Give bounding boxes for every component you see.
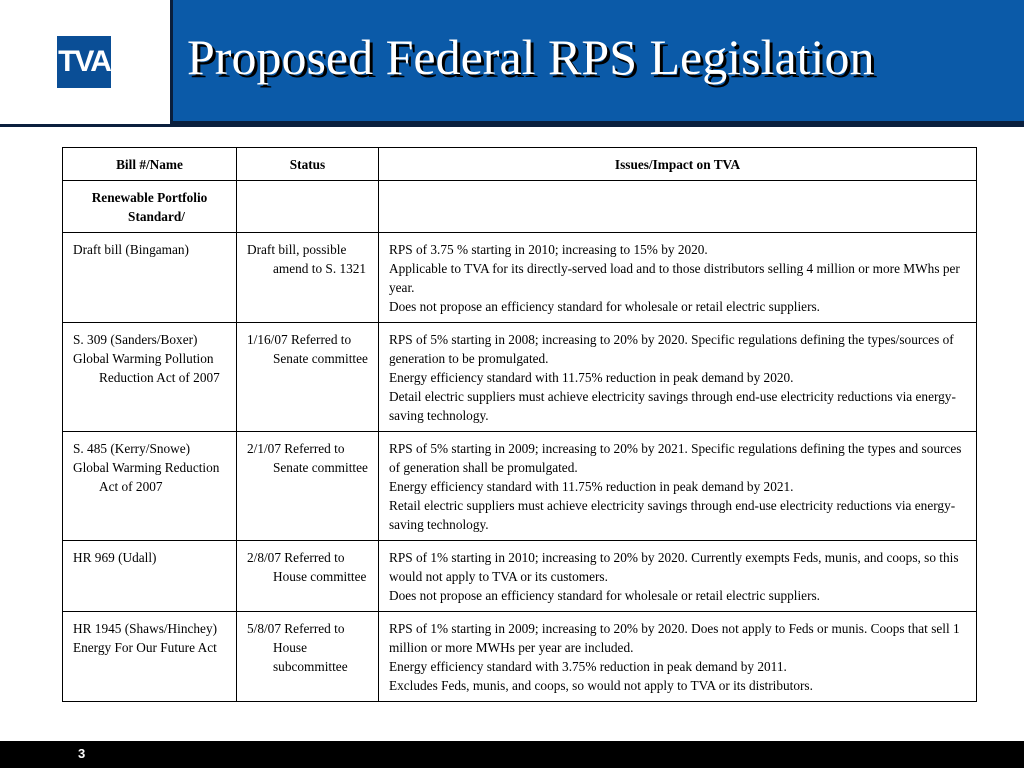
bill-cell — [63, 612, 237, 702]
issues-cell — [379, 541, 977, 612]
bill-line: Global Warming Reduction Act of 2007 — [73, 460, 220, 494]
status-cell — [237, 323, 379, 432]
bill-line: S. 485 (Kerry/Snowe) — [73, 441, 191, 456]
column-header-status: Status — [237, 148, 379, 181]
status-cell — [237, 612, 379, 702]
status-cell — [237, 233, 379, 323]
issues-cell — [379, 233, 977, 323]
issues-cell — [379, 323, 977, 432]
section-empty-cell — [379, 181, 977, 233]
status-line: 5/8/07 Referred to House subcommittee — [247, 621, 348, 674]
header-divider — [0, 124, 1024, 127]
logo-area — [0, 0, 170, 125]
issue-line: Does not propose an efficiency standard for wholesale or retail electric suppliers. — [389, 299, 821, 314]
page-number: 3 — [78, 746, 86, 761]
table-row — [63, 612, 977, 702]
issue-line: RPS of 1% starting in 2009; increasing to 20% by 2020. Does not apply to Feds or munis. Coops that sell 1 million or more MWHs per year are included. — [389, 621, 960, 655]
section-row — [63, 181, 977, 233]
table-header-row — [63, 148, 977, 181]
column-header-bill: Bill #/Name — [63, 148, 237, 181]
issues-cell — [379, 612, 977, 702]
issue-line: RPS of 5% starting in 2008; increasing to 20% by 2020. Specific regulations defining the types/sources of generation to be promulgated. — [389, 332, 954, 366]
issue-line: Applicable to TVA for its directly-served load and to those distributors selling 4 million or more MWhs per year. — [389, 261, 960, 295]
section-label — [63, 181, 237, 233]
status-cell — [237, 432, 379, 541]
issue-line: Detail electric suppliers must achieve electricity savings through end-use electricity reductions via energy-saving technology. — [389, 389, 956, 423]
issue-line: RPS of 1% starting in 2010; increasing to 20% by 2020. Currently exempts Feds, munis, and coops, so this would not apply to TVA or its customers. — [389, 550, 959, 584]
table-row — [63, 323, 977, 432]
issue-line: Does not propose an efficiency standard for wholesale or retail electric suppliers. — [389, 588, 821, 603]
section-empty-cell — [237, 181, 379, 233]
section-label-text: Renewable Portfolio Standard/ — [91, 190, 208, 224]
table-row — [63, 432, 977, 541]
bill-line: Global Warming Pollution Reduction Act of 2007 — [73, 351, 220, 385]
bill-line: HR 969 (Udall) — [73, 550, 157, 565]
tva-logo: TVA — [57, 36, 111, 88]
table-row — [63, 233, 977, 323]
issue-line: Energy efficiency standard with 11.75% reduction in peak demand by 2020. — [389, 370, 794, 385]
issue-line: Energy efficiency standard with 3.75% reduction in peak demand by 2011. — [389, 659, 787, 674]
bill-cell — [63, 323, 237, 432]
table-row — [63, 541, 977, 612]
bill-cell — [63, 432, 237, 541]
status-line: 1/16/07 Referred to Senate committee — [247, 332, 368, 366]
issue-line: Retail electric suppliers must achieve electricity savings through end-use electricity reductions via energy-saving technology. — [389, 498, 956, 532]
bill-line: S. 309 (Sanders/Boxer) — [73, 332, 198, 347]
column-header-issues: Issues/Impact on TVA — [379, 148, 977, 181]
status-cell — [237, 541, 379, 612]
page-title: Proposed Federal RPS Legislation — [187, 29, 875, 85]
issue-line: Energy efficiency standard with 11.75% reduction in peak demand by 2021. — [389, 479, 794, 494]
bill-line: Draft bill (Bingaman) — [73, 242, 189, 257]
bill-line: Energy For Our Future Act — [73, 640, 217, 655]
bill-cell — [63, 233, 237, 323]
issue-line: RPS of 5% starting in 2009; increasing to 20% by 2021. Specific regulations defining the types and sources of generation shall be promulgated. — [389, 441, 962, 475]
status-line: 2/1/07 Referred to Senate committee — [247, 441, 368, 475]
status-line: Draft bill, possible amend to S. 1321 — [247, 242, 367, 276]
issues-cell — [379, 432, 977, 541]
status-line: 2/8/07 Referred to House committee — [247, 550, 367, 584]
bill-line: HR 1945 (Shaws/Hinchey) — [73, 621, 218, 636]
issue-line: Excludes Feds, munis, and coops, so would not apply to TVA or its distributors. — [389, 678, 813, 693]
legislation-table — [62, 147, 977, 702]
footer-bar — [0, 741, 1024, 768]
bill-cell — [63, 541, 237, 612]
issue-line: RPS of 3.75 % starting in 2010; increasing to 15% by 2020. — [389, 242, 708, 257]
